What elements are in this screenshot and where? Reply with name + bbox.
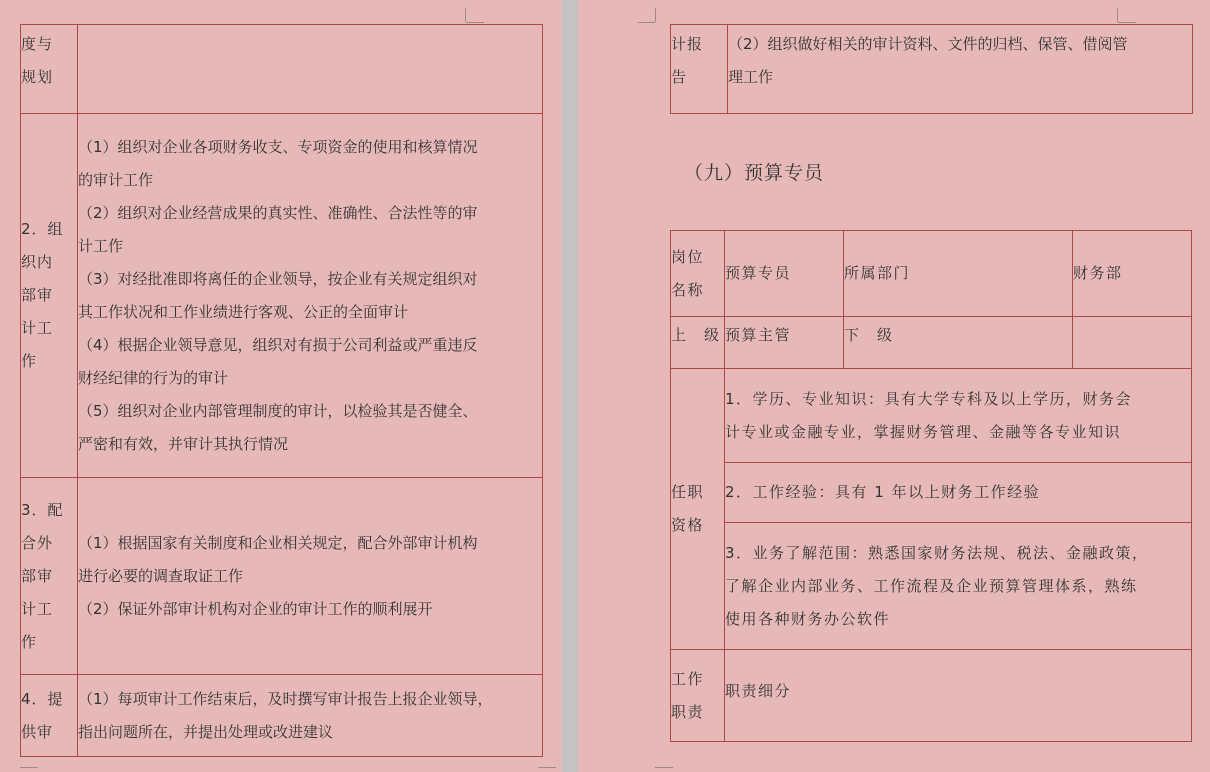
content-line: 财经纪律的行为的审计 [78, 368, 229, 387]
crop-mark [538, 767, 556, 768]
crop-mark [1117, 8, 1118, 22]
audit-report-table [670, 24, 1193, 114]
row-label [21, 478, 78, 675]
label-line: 资格 [671, 516, 705, 534]
crop-mark [465, 8, 466, 22]
row-content [78, 25, 543, 114]
duty-label [671, 650, 725, 742]
table-row [671, 317, 1192, 369]
content-line: （4）根据企业领导意见，组织对有损于公司利益或严重违反 [78, 335, 478, 354]
content-line: （5）组织对企业内部管理制度的审计，以检验其是否健全、 [78, 401, 478, 420]
qualification-item [725, 369, 1192, 463]
label-line: 合外 [21, 533, 54, 552]
page-gutter [562, 0, 578, 772]
position-description-table [670, 230, 1192, 742]
content-line: （3）对经批准即将离任的企业领导，按企业有关规定组织对 [78, 269, 478, 288]
qualification-item [725, 523, 1192, 650]
table-row [21, 25, 543, 114]
table-row [671, 463, 1192, 523]
label-line: 供审 [21, 722, 54, 741]
table-row [671, 523, 1192, 650]
crop-mark [20, 767, 38, 768]
label-line: 部审 [21, 286, 54, 304]
row-label [21, 114, 78, 478]
row-content [78, 114, 543, 478]
label-line: 织内 [21, 253, 54, 271]
content-line: 其工作状况和工作业绩进行客观、公正的全面审计 [78, 302, 409, 321]
label-line: 3．配 [21, 500, 64, 519]
content-line: 严密和有效，并审计其执行情况 [78, 434, 289, 453]
row-label [21, 25, 78, 114]
post-name-value: 预算专员 [725, 231, 844, 317]
label-line: 规划 [21, 68, 54, 86]
qualification-item [725, 463, 1192, 523]
table-row [671, 25, 1193, 114]
content-line: （1）根据国家有关制度和企业相关规定，配合外部审计机构 [78, 533, 478, 552]
section-heading: （九）预算专员 [684, 162, 825, 184]
content-line: 进行必要的调查取证工作 [78, 566, 244, 585]
content-line: 计专业或金融专业，掌握财务管理、金融等各专业知识 [725, 422, 1122, 441]
content-line: 使用各种财务办公软件 [725, 609, 891, 628]
crop-mark [1118, 22, 1136, 23]
dept-value: 财务部 [1073, 231, 1192, 317]
table-row [671, 231, 1192, 317]
content-line: 的审计工作 [78, 170, 154, 189]
label-line: 作 [21, 352, 38, 370]
content-line: （2）保证外部审计机构对企业的审计工作的顺利展开 [78, 599, 433, 618]
qualification-label [671, 369, 725, 650]
content-line: 计工作 [78, 236, 124, 255]
label-line: 任职 [671, 483, 705, 501]
label-line: 2．组 [21, 220, 64, 238]
content-line: 1．学历、专业知识：具有大学专科及以上学历，财务会 [725, 389, 1133, 408]
audit-duties-table [20, 24, 543, 757]
table-row [21, 114, 543, 478]
dept-label: 所属部门 [844, 231, 1073, 317]
content-line: 了解企业内部业务、工作流程及企业预算管理体系，熟练 [725, 576, 1138, 595]
row-content [78, 675, 543, 757]
label-line: 4．提 [21, 689, 64, 708]
content-line: （2）组织做好相关的审计资料、文件的归档、保管、借阅管 [728, 35, 1128, 53]
content-line: （1）每项审计工作结束后，及时撰写审计报告上报企业领导， [78, 689, 493, 708]
label-line: 岗位 [671, 247, 705, 266]
crop-mark [466, 22, 484, 23]
label-line: 作 [21, 632, 38, 651]
table-row [21, 675, 543, 757]
superior-label: 上 级 [671, 317, 725, 369]
label-line: 计报 [671, 35, 704, 53]
label-line: 计工 [21, 599, 54, 618]
row-content [78, 478, 543, 675]
label-line: 告 [671, 68, 688, 86]
table-row [21, 478, 543, 675]
duty-value: 职责细分 [725, 650, 1192, 742]
label-line: 名称 [671, 280, 705, 299]
crop-mark [638, 22, 655, 23]
crop-mark [655, 8, 656, 22]
subordinate-label: 下 级 [844, 317, 1073, 369]
content-line: 2．工作经验：具有 1 年以上财务工作经验 [725, 483, 1041, 501]
content-line: 3．业务了解范围：熟悉国家财务法规、税法、金融政策， [725, 543, 1149, 562]
post-name-label [671, 231, 725, 317]
content-line: （1）组织对企业各项财务收支、专项资金的使用和核算情况 [78, 137, 478, 156]
label-line: 工作 [671, 669, 705, 688]
content-line: 指出问题所在，并提出处理或改进建议 [78, 722, 334, 741]
superior-value: 预算主管 [725, 317, 844, 369]
row-label [671, 25, 728, 114]
label-line: 部审 [21, 566, 54, 585]
crop-mark [655, 767, 673, 768]
row-content [728, 25, 1193, 114]
row-label [21, 675, 78, 757]
content-line: （2）组织对企业经营成果的真实性、准确性、合法性等的审 [78, 203, 478, 222]
label-line: 职责 [671, 702, 705, 721]
table-row [671, 369, 1192, 463]
label-line: 计工 [21, 319, 54, 337]
subordinate-value [1073, 317, 1192, 369]
table-row [671, 650, 1192, 742]
content-line: 理工作 [728, 68, 774, 86]
label-line: 度与 [21, 35, 54, 53]
